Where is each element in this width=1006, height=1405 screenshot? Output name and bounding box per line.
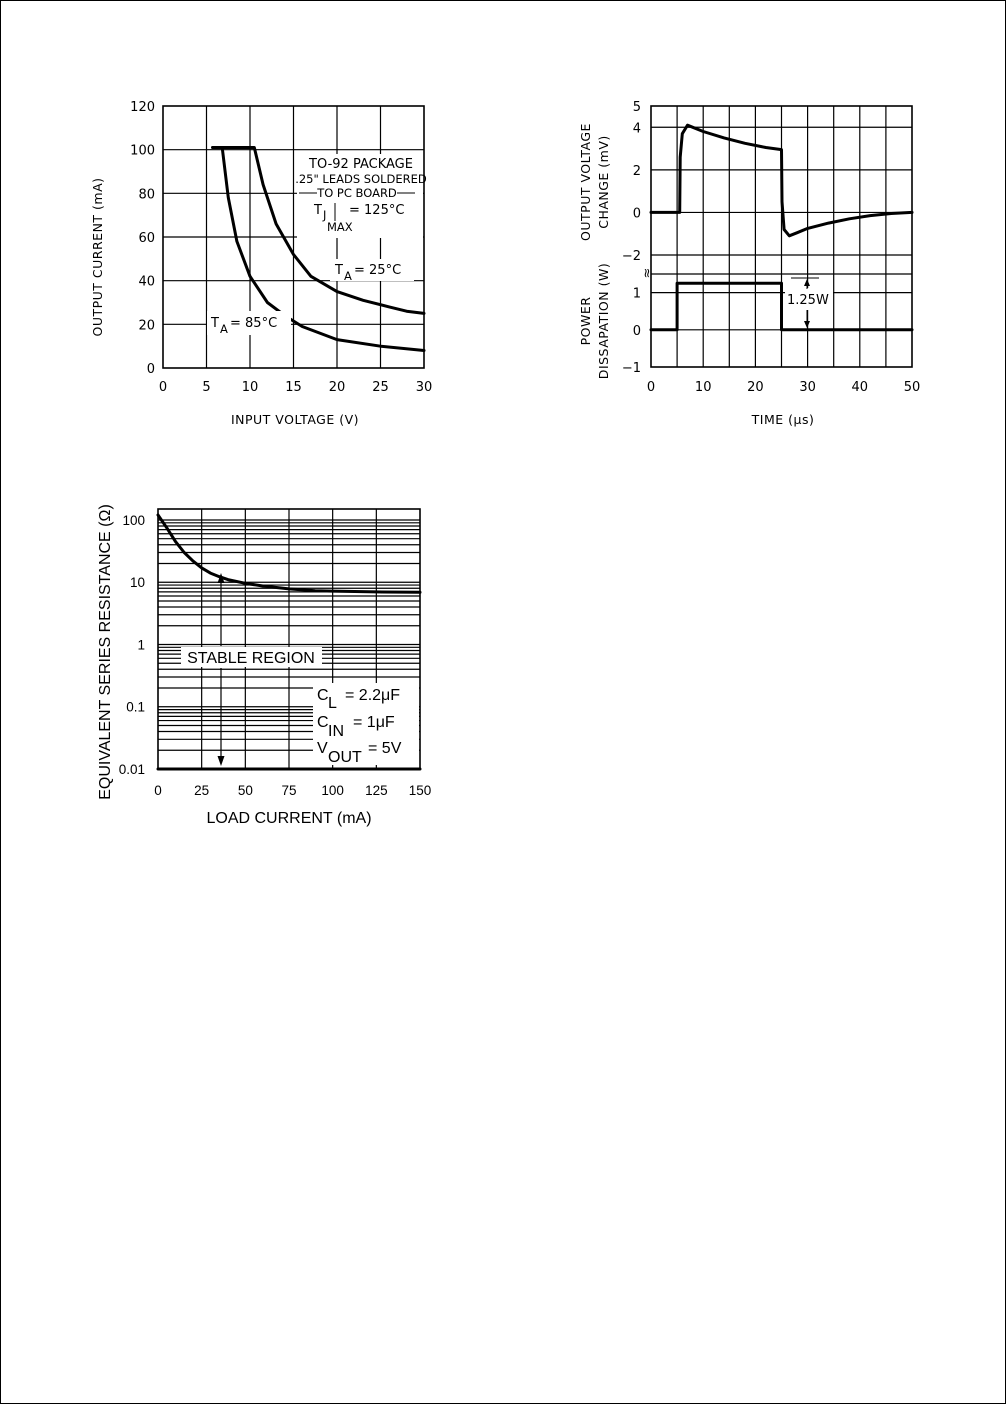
note-package: TO-92 PACKAGE bbox=[309, 157, 413, 172]
x-tick-label: 5 bbox=[202, 380, 211, 395]
note-board: TO PC BOARD bbox=[317, 186, 397, 200]
ta25-value: = 25°C bbox=[354, 263, 402, 278]
cin-value: = 1μF bbox=[353, 714, 395, 731]
cin-symbol: C bbox=[317, 714, 329, 731]
x-tick-label: 150 bbox=[408, 783, 432, 798]
vout-value: = 5V bbox=[368, 740, 402, 757]
y-tick-label-bottom: 0 bbox=[632, 323, 641, 339]
x-tick-label: 100 bbox=[321, 783, 344, 798]
x-tick-label: 25 bbox=[372, 380, 389, 395]
axis-break-mark: ≈ bbox=[640, 267, 655, 279]
y-tick-label: 0.01 bbox=[118, 762, 145, 777]
esr-chart bbox=[1, 1, 1006, 1405]
x-tick-label: 15 bbox=[285, 380, 302, 395]
y-axis-label-top-1: OUTPUT VOLTAGE bbox=[578, 123, 593, 241]
y-tick-label: 80 bbox=[138, 187, 155, 203]
x-tick-label: 30 bbox=[799, 380, 816, 395]
x-tick-label: 25 bbox=[194, 783, 210, 798]
ta85-symbol: T bbox=[211, 316, 219, 331]
x-tick-label: 0 bbox=[646, 380, 656, 395]
y-axis-label: OUTPUT CURRENT (mA) bbox=[90, 177, 105, 337]
ta85-subscript: A bbox=[220, 322, 228, 336]
x-axis-label: LOAD CURRENT (mA) bbox=[206, 810, 372, 827]
stable-region-label: STABLE REGION bbox=[187, 650, 315, 667]
y-axis-label: EQUIVALENT SERIES RESISTANCE (Ω) bbox=[97, 504, 114, 800]
y-tick-label: 20 bbox=[138, 318, 155, 334]
tj-subscript: J bbox=[323, 208, 327, 222]
y-tick-label-top: 0 bbox=[632, 206, 641, 222]
ta25-symbol: T bbox=[335, 263, 343, 278]
x-axis-label: INPUT VOLTAGE (V) bbox=[230, 412, 360, 427]
x-tick-label: 10 bbox=[241, 380, 259, 395]
y-tick-label: 0 bbox=[146, 362, 155, 377]
tj-max-subscript: MAX bbox=[327, 220, 353, 234]
x-tick-label: 75 bbox=[281, 783, 297, 798]
y-tick-label: 120 bbox=[130, 100, 155, 115]
x-tick-label: 20 bbox=[747, 380, 764, 395]
x-axis-label: TIME (μs) bbox=[751, 412, 815, 427]
x-tick-label: 20 bbox=[328, 380, 346, 395]
y-tick-label-bottom: 1 bbox=[632, 286, 641, 302]
cl-symbol: C bbox=[317, 687, 329, 704]
y-axis-label-top-2: CHANGE (mV) bbox=[596, 135, 611, 229]
y-tick-label-top: 4 bbox=[632, 121, 641, 137]
y-tick-label: 40 bbox=[138, 274, 155, 290]
y-tick-label: 1 bbox=[137, 637, 145, 653]
x-tick-label: 30 bbox=[415, 380, 433, 395]
y-tick-label-bottom: −1 bbox=[621, 361, 641, 376]
y-tick-label: 100 bbox=[130, 143, 155, 159]
power-annotation: 1.25W bbox=[787, 293, 829, 308]
vout-subscript: OUT bbox=[328, 749, 362, 766]
cin-subscript: IN bbox=[328, 723, 344, 740]
x-tick-label: 10 bbox=[694, 380, 712, 395]
y-axis-label-bot-2: DISSAPATION (W) bbox=[596, 262, 611, 380]
note-leads: .25" LEADS SOLDERED bbox=[295, 172, 427, 186]
y-tick-label: 60 bbox=[138, 231, 155, 246]
y-tick-label-top: −2 bbox=[621, 249, 641, 264]
y-tick-label: 0.1 bbox=[126, 699, 145, 715]
cl-subscript: L bbox=[328, 695, 337, 712]
x-tick-label: 125 bbox=[365, 783, 388, 798]
x-tick-label: 50 bbox=[237, 783, 253, 798]
y-tick-label: 10 bbox=[129, 575, 145, 591]
y-tick-label-top: 2 bbox=[632, 163, 641, 179]
y-tick-label: 100 bbox=[122, 512, 145, 528]
y-axis-label-bot-1: POWER bbox=[578, 296, 593, 346]
y-tick-label-top: 5 bbox=[632, 100, 641, 115]
x-tick-label: 50 bbox=[903, 380, 921, 395]
tj-value: = 125°C bbox=[349, 203, 405, 218]
tj-symbol: T bbox=[314, 203, 322, 218]
ta25-subscript: A bbox=[344, 269, 352, 283]
x-tick-label: 0 bbox=[154, 783, 162, 798]
x-tick-label: 0 bbox=[158, 380, 168, 395]
x-tick-label: 40 bbox=[851, 380, 869, 395]
cl-value: = 2.2μF bbox=[345, 687, 401, 704]
ta85-value: = 85°C bbox=[230, 316, 278, 331]
vout-symbol: V bbox=[317, 740, 328, 757]
